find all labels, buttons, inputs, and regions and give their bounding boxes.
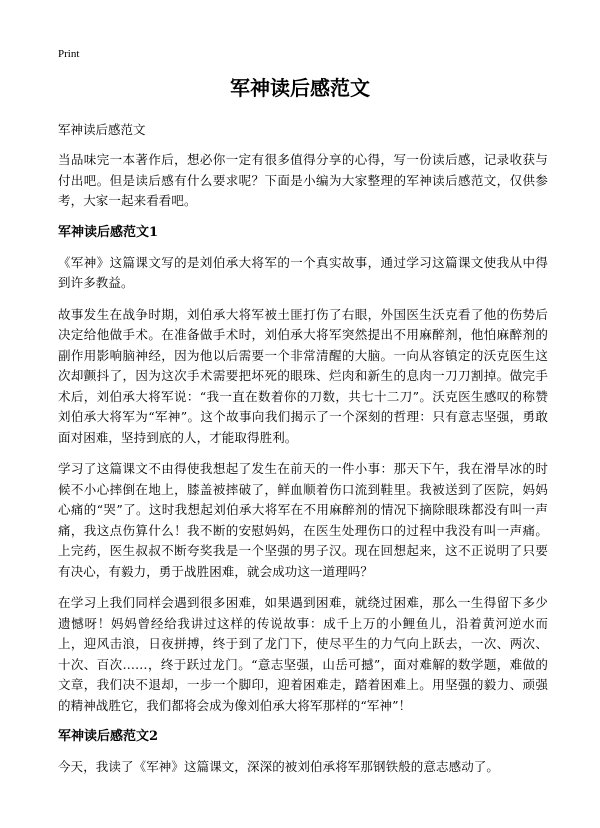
print-link[interactable]: Print xyxy=(58,48,80,60)
section-paragraph: 故事发生在战争时期，刘伯承大将军被土匪打伤了右眼，外国医生沃克看了他的伤势后决定给他做手术。在准备做手术时，刘伯承大将军突然提出不用麻醉剂，他怕麻醉剂的副作用影响脑神经，因为他以后需要一个非常清醒的大脑。一向从容镇定的沃克医生这次却颤抖了，因为这次手术需要把坏死的眼珠、烂肉和新生的息肉一刀刀割掉。做完手术后，刘伯承大将军说：“我一直在数着你的刀数，共七十二刀”。沃克医生感叹的称赞刘伯承大将军为“军神”。这个故事向我们揭示了一个深刻的哲理：只有意志坚强，勇敢面对困难，坚持到底的人，才能取得胜利。 xyxy=(58,306,548,445)
section-paragraph: 《军神》这篇课文写的是刘伯承大将军的一个真实故事，通过学习这篇课文使我从中得到许多教益。 xyxy=(58,254,548,290)
page-title: 军神读后感范文 xyxy=(230,76,370,100)
section-heading: 军神读后感范文1 xyxy=(58,224,159,240)
intro-paragraph: 当品味完一本著作后，想必你一定有很多值得分享的心得，写一份读后感，记录收获与付出吧。但是读后感有什么要求呢？下面是小编为大家整理的军神读后感范文，仅供参考，大家一起来看看吧。 xyxy=(58,152,548,208)
section-heading: 军神读后感范文2 xyxy=(58,729,159,744)
section-1 xyxy=(58,223,548,717)
section-paragraph: 今天，我读了《军神》这篇课文，深深的被刘伯承将军那钢铁般的意志感动了。 xyxy=(58,759,500,774)
section-paragraph: 学习了这篇课文不由得使我想起了发生在前天的一件小事：那天下午，我在滑旱冰的时候不小心摔倒在地上，膝盖被摔破了，鲜血顺着伤口流到鞋里。我被送到了医院，妈妈心痛的“哭”了。这时我想起刘伯承大将军在不用麻醉剂的情况下摘除眼珠都没有叫一声痛，我这点伤算什么！我不断的安慰妈妈，在医生处理伤口的过程中我没有叫一声痛。上完药，医生叔叔不断夸奖我是一个坚强的男子汉。现在回想起来，这不正说明了只要有决心，有毅力，勇于战胜困难，就会成功这一道理吗？ xyxy=(58,461,548,579)
document-body xyxy=(58,120,548,789)
section-paragraph: 在学习上我们同样会遇到很多困难，如果遇到困难，就绕过困难，那么一生得留下多少遗憾呀！妈妈曾经给我讲过这样的传说故事：成千上万的小鲤鱼儿，沿着黄河逆水而上，迎风击浪，日夜拼搏，终于到了龙门下，使尽平生的力气向上跃去，一次、两次、十次、百次……，终于跃过龙门。“意志坚强，山岳可撼”，面对难解的数学题，难做的文章，我们决不退却，一步一个脚印，迎着困难走，踏着困难上。用坚强的毅力、顽强的精神战胜它，我们都将会成为像刘伯承大将军那样的“军神”！ xyxy=(58,595,548,713)
document-subtitle: 军神读后感范文 xyxy=(58,122,146,137)
section-2 xyxy=(58,727,548,778)
